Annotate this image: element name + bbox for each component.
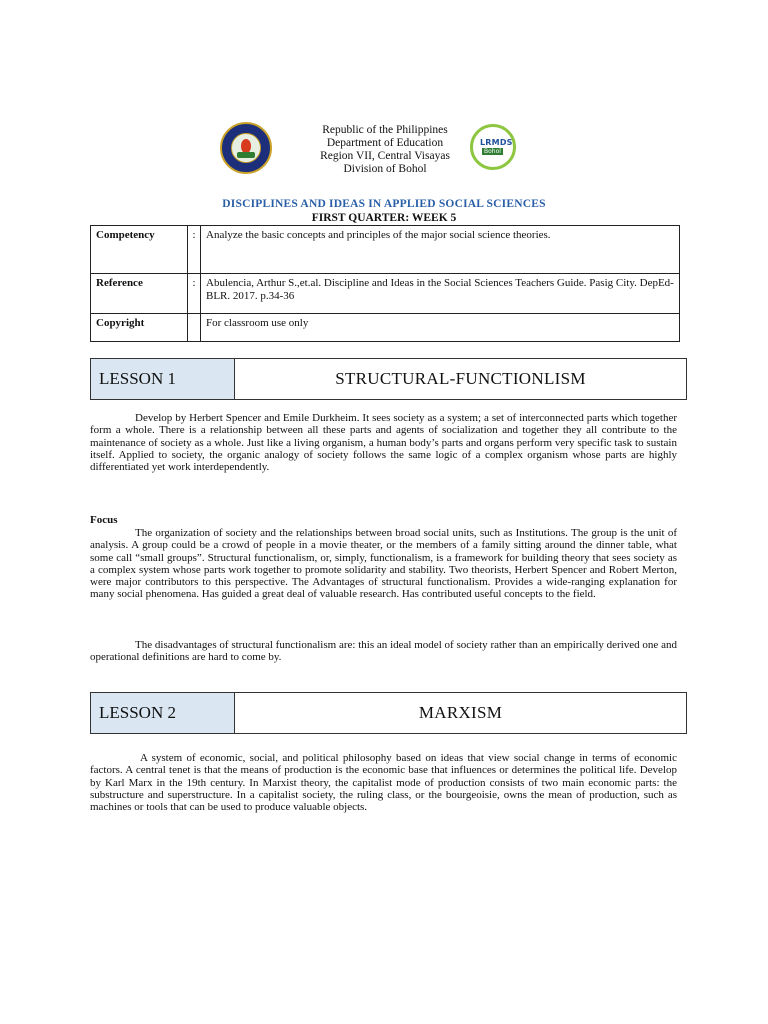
lesson-2-title: MARXISM [418,703,503,722]
copyright-label: Copyright [91,314,188,342]
focus-label: Focus [90,514,118,526]
lrmds-logo-icon [470,124,540,172]
lesson-1-intro: Develop by Herbert Spencer and Emile Durkheim. It sees society as a system; a set of interconnected parts which together form a whole. There is a relationship between all these parts and agents of socialization and together they all contribute to the maintenance of society as a whole. Just like a living organism, a human body’s parts and organs perform very specific task to sustain itself. Applied to society, the organic analogy of society follows the same logic of a complex organism whose parts are highly differentiated yet work interdependently. [90,412,677,474]
disadvantages-paragraph: The disadvantages of structural functionalism are: this an ideal model of society rather than an empirically derived one and operational definitions are hard to come by. [90,639,677,664]
separator: : [188,274,201,314]
lesson-1-number: LESSON 1 [91,359,235,399]
agency-line: Department of Education [326,137,444,149]
info-table [90,225,680,342]
table-row [91,314,680,342]
lesson-2-number: LESSON 2 [91,693,235,733]
document-header [220,122,550,182]
agency-block [290,124,480,176]
lesson-2-intro: A system of economic, social, and political philosophy based on ideas that view social change in terms of economic factors. A central tenet is that the means of production is the economic base that influences or determines the political life. Develop by Karl Marx in the 19th century. In Marxist theory, the capitalist mode of production consists of two main economic parts: the substructure and superstructure. In a capitalist society, the ruling class, or the bourgeoisie, owns the mean of production, such as machines or tools that can be used to produce valuable objects. [90,752,677,814]
agency-line: Republic of the Philippines [322,124,448,136]
lrmds-ring [470,124,516,170]
lesson-1-banner [90,358,687,400]
copyright-value: For classroom use only [201,314,680,342]
lrmds-wordmark: LRMDS [480,138,513,147]
lesson-1-title: STRUCTURAL-FUNCTIONLISM [335,369,586,388]
seal-base-shape [237,152,255,158]
separator [188,314,201,342]
competency-label: Competency [91,226,188,274]
lesson-2-banner [90,692,687,734]
reference-label: Reference [91,274,188,314]
deped-seal-icon [220,122,272,174]
competency-value: Analyze the basic concepts and principles of the major social science theories. [201,226,680,274]
agency-line: Division of Bohol [343,163,427,175]
reference-value: Abulencia, Arthur S.,et.al. Discipline and Ideas in the Social Sciences Teachers Guide. Pasig City. DepEd-BLR. 2017. p.34-36 [201,274,680,314]
focus-paragraph: The organization of society and the relationships between broad social units, such as Institutions. The group is the unit of analysis. A group could be a crowd of people in a movie theater, or the members of a family sitting around the dinner table, what some call “small groups”. Structural functionalism, or, simply, functionalism, is a framework for building theory that sees society as a complex system whose parts work together to promote solidarity and stability. Two theorists, Herbert Spencer and Robert Merton, were major contributors to this perspective. The Advantages of structural functionalism. Provides a wide-ranging explanation for many social phenomena. Has guided a great deal of valuable research. Has contributed useful concepts to the field. [90,527,677,601]
torch-flame-icon [241,139,251,153]
separator: : [188,226,201,274]
subject-title: DISCIPLINES AND IDEAS IN APPLIED SOCIAL SCIENCES [222,198,546,210]
seal-emblem [231,133,261,163]
agency-line: Region VII, Central Visayas [320,150,450,162]
table-row [91,226,680,274]
quarter-week: FIRST QUARTER: WEEK 5 [311,212,457,224]
table-row [91,274,680,314]
lrmds-subtext: Bohol [484,148,501,155]
